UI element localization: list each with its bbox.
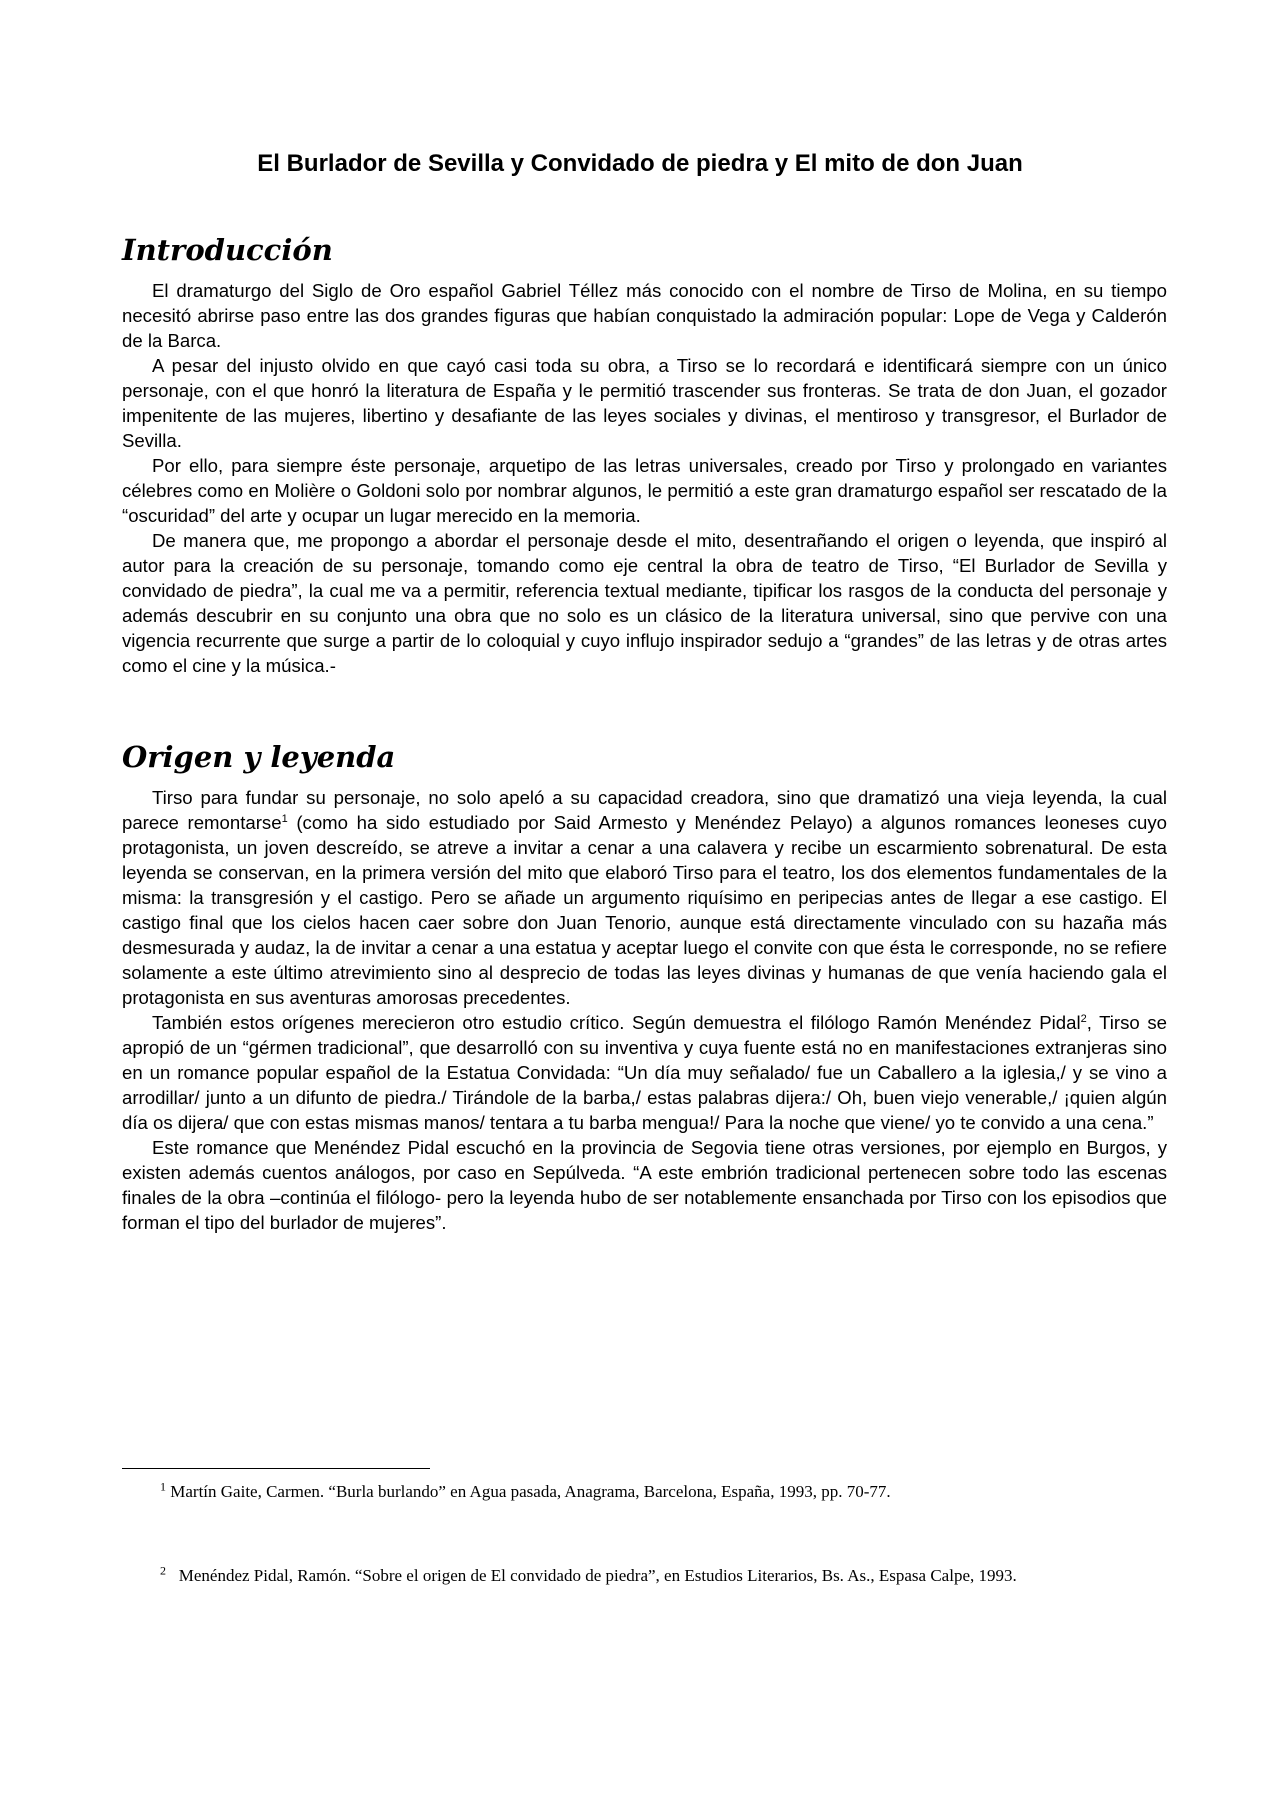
paragraph: [122, 785, 1167, 1010]
footnote-reference-2[interactable]: 2: [1080, 1012, 1087, 1025]
paragraph: El dramaturgo del Siglo de Oro español Gabriel Téllez más conocido con el nombre de Tirso de Molina, en su tiempo necesitó abrirse paso entre las dos grandes figuras que habían conquistado la admiración popular: Lope de Vega y Calderón de la Barca.: [122, 280, 1167, 351]
footnote-text: Menéndez Pidal, Ramón. “Sobre el origen de El convidado de piedra”, en Estudios Literarios, Bs. As., Espasa Calpe, 1993.: [178, 1566, 1017, 1585]
paragraph: De manera que, me propongo a abordar el personaje desde el mito, desentrañando el origen o leyenda, que inspiró al autor para la creación de su personaje, tomando como eje central la obra de teatro de Tirso, “El Burlador de Sevilla y convidado de piedra”, la cual me va a permitir, referencia textual mediante, tipificar los rasgos de la conducta del personaje y además descubrir en su conjunto una obra que no solo es un clásico de la literatura universal, sino que pervive con una vigencia recurrente que surge a partir de lo coloquial y cuyo influjo inspirador sedujo a “grandes” de las letras y de otras artes como el cine y la música.-: [122, 530, 1167, 676]
footnote-text: Martín Gaite, Carmen. “Burla burlando” en Agua pasada, Anagrama, Barcelona, España, 1993, pp. 70-77.: [170, 1482, 891, 1501]
paragraph: [122, 1010, 1167, 1135]
section-heading-origen-y-leyenda: Origen y leyenda: [122, 740, 396, 774]
footnote-mark: 2: [160, 1563, 166, 1578]
footnote-reference-1[interactable]: 1: [281, 812, 288, 825]
paragraph-text: , Tirso se apropió de un “gérmen tradicional”, que desarrolló con su inventiva y cuya fuente está no en manifestaciones extranjeras sino en un romance popular español de la Estatua Convidada: “Un día muy señalado/ fue un Caballero a la iglesia,/ y se vino a arrodillar/ junto a un difunto de piedra./ Tirándole de la barba,/ estas palabras dijera:/ Oh, buen viejo venerable,/ ¡quien algún día os dijera/ que con estas mismas manos/ tentara a tu barba mengua!/ Para la noche que viene/ yo te convido a una cena.”: [122, 1012, 1167, 1133]
section-heading-introduccion: Introducción: [122, 233, 333, 267]
paragraph: Por ello, para siempre éste personaje, arquetipo de las letras universales, creado por Tirso y prolongado en variantes célebres como en Molière o Goldoni solo por nombrar algunos, le permitió a este gran dramaturgo español ser rescatado de la “oscuridad” del arte y ocupar un lugar merecido en la memoria.: [122, 455, 1167, 526]
origen-body: [122, 785, 1167, 1235]
footnote-mark: 1: [160, 1479, 166, 1494]
footnote-2: [122, 1555, 1167, 1597]
footnote-separator: [122, 1468, 430, 1469]
paragraph-text: Tirso para fundar su personaje, no solo apeló a su capacidad creadora, sino que dramatizó una vieja leyenda, la cual parece remontarse: [122, 787, 1167, 833]
footnote-1: [122, 1480, 1167, 1504]
paragraph-text: También estos orígenes merecieron otro estudio crítico. Según demuestra el filólogo Ramón Menéndez Pidal: [152, 1012, 1081, 1033]
paragraph-text: (como ha sido estudiado por Said Armesto y Menéndez Pelayo) a algunos romances leoneses cuyo protagonista, un joven descreído, se atreve a invitar a cenar a una calavera y recibe un escarmiento sobrenatural. De esta leyenda se conservan, en la primera versión del mito que elaboró Tirso para el teatro, los dos elementos fundamentales de la misma: la transgresión y el castigo. Pero se añade un argumento riquísimo en peripecias antes de llegar a ese castigo. El castigo final que los cielos hacen caer sobre don Juan Tenorio, aunque está directamente vinculado con su hazaña más desmesurada y audaz, la de invitar a cenar a una estatua y aceptar luego el convite con que ésta le corresponde, no se refiere solamente a este último atrevimiento sino al desprecio de todas las leyes divinas y humanas de que venía haciendo gala el protagonista en sus aventuras amorosas precedentes.: [122, 812, 1168, 1008]
document-title: El Burlador de Sevilla y Convidado de piedra y El mito de don Juan: [257, 150, 1023, 177]
paragraph: A pesar del injusto olvido en que cayó casi toda su obra, a Tirso se lo recordará e identificará siempre con un único personaje, con el que honró la literatura de España y le permitió trascender sus fronteras. Se trata de don Juan, el gozador impenitente de las mujeres, libertino y desafiante de las leyes sociales y divinas, el mentiroso y transgresor, el Burlador de Sevilla.: [122, 355, 1167, 451]
introduccion-body: [122, 278, 1167, 678]
paragraph: Este romance que Menéndez Pidal escuchó en la provincia de Segovia tiene otras versiones, por ejemplo en Burgos, y existen además cuentos análogos, por caso en Sepúlveda. “A este embrión tradicional pertenecen sobre todo las escenas finales de la obra –continúa el filólogo- pero la leyenda hubo de ser notablemente ensanchada por Tirso con los episodios que forman el tipo del burlador de mujeres”.: [122, 1137, 1167, 1233]
